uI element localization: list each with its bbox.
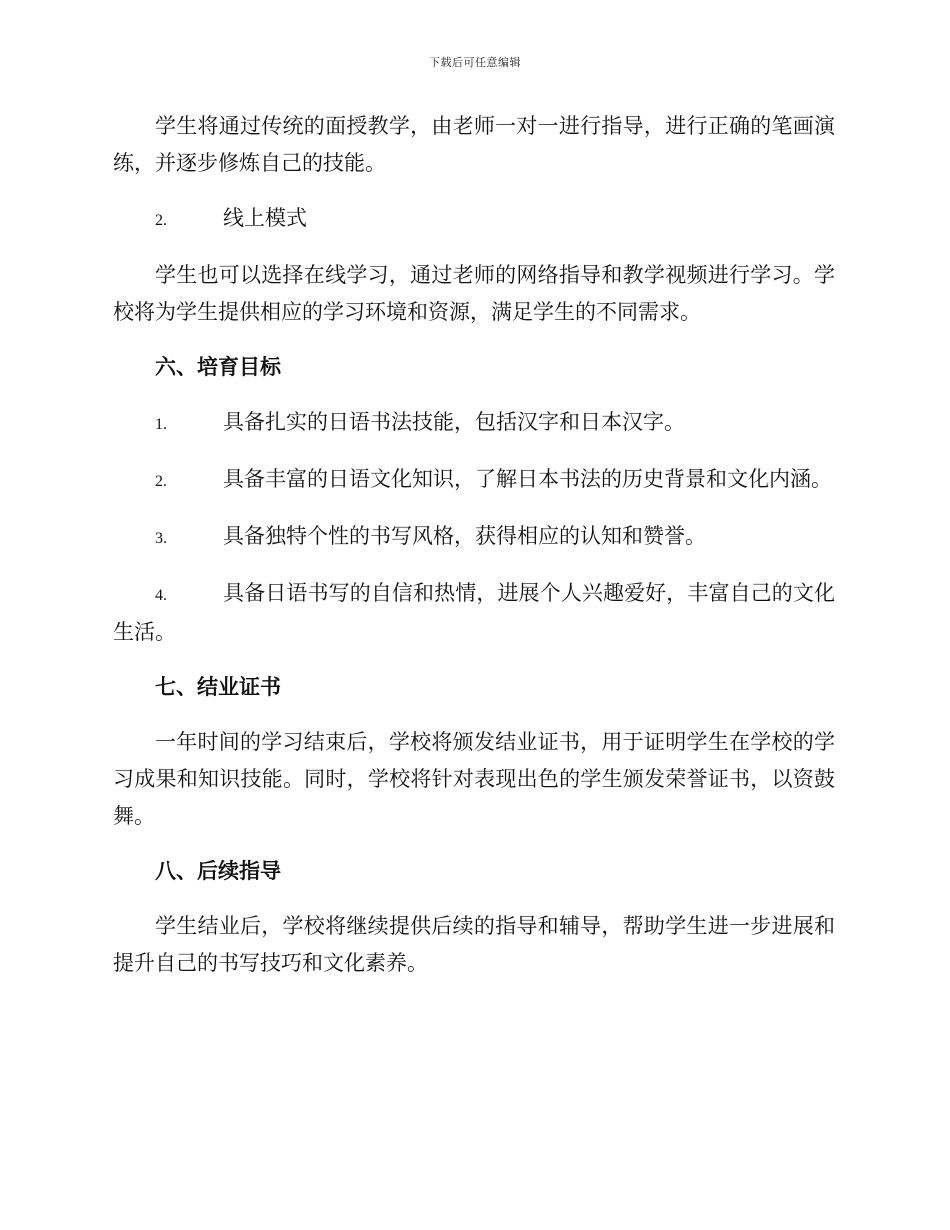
section-heading-follow-up: 八、后续指导	[155, 859, 281, 883]
list-text: 具备丰富的日语文化知识，了解日本书法的历史背景和文化内涵。	[223, 467, 832, 491]
list-number: 1.	[155, 416, 167, 433]
list-item-goal-3	[113, 518, 835, 557]
list-item-goal-1	[113, 404, 835, 443]
list-text: 具备独特个性的书写风格，获得相应的认知和赞誉。	[223, 524, 706, 548]
section-heading-certificate: 七、结业证书	[155, 675, 281, 699]
list-number: 3.	[155, 530, 167, 547]
paragraph-offline-mode: 学生将通过传统的面授教学，由老师一对一进行指导，进行正确的笔画演练，并逐步修炼自己的技能。	[113, 114, 835, 175]
document-body	[113, 108, 835, 1000]
paragraph-online-mode: 学生也可以选择在线学习，通过老师的网络指导和教学视频进行学习。学校将为学生提供相应的学习环境和资源，满足学生的不同需求。	[113, 263, 835, 324]
list-text: 线上模式	[223, 206, 307, 230]
section-heading-goals: 六、培育目标	[155, 355, 281, 379]
list-number: 2.	[155, 473, 167, 490]
list-number: 4.	[155, 587, 167, 604]
list-number: 2.	[155, 212, 167, 229]
list-item-goal-2	[113, 461, 835, 500]
list-text: 具备扎实的日语书法技能，包括汉字和日本汉字。	[223, 410, 685, 434]
list-item-goal-4	[113, 575, 835, 651]
paragraph-certificate: 一年时间的学习结束后，学校将颁发结业证书，用于证明学生在学校的学习成果和知识技能。同时，学校将针对表现出色的学生颁发荣誉证书，以资鼓舞。	[113, 730, 835, 828]
paragraph-follow-up: 学生结业后，学校将继续提供后续的指导和辅导，帮助学生进一步进展和提升自己的书写技巧和文化素养。	[113, 914, 835, 975]
list-item-online-mode	[113, 200, 835, 239]
list-text: 具备日语书写的自信和热情，进展个人兴趣爱好，丰富自己的文化生活。	[113, 581, 835, 644]
page-header: 下载后可任意编辑	[429, 56, 521, 69]
